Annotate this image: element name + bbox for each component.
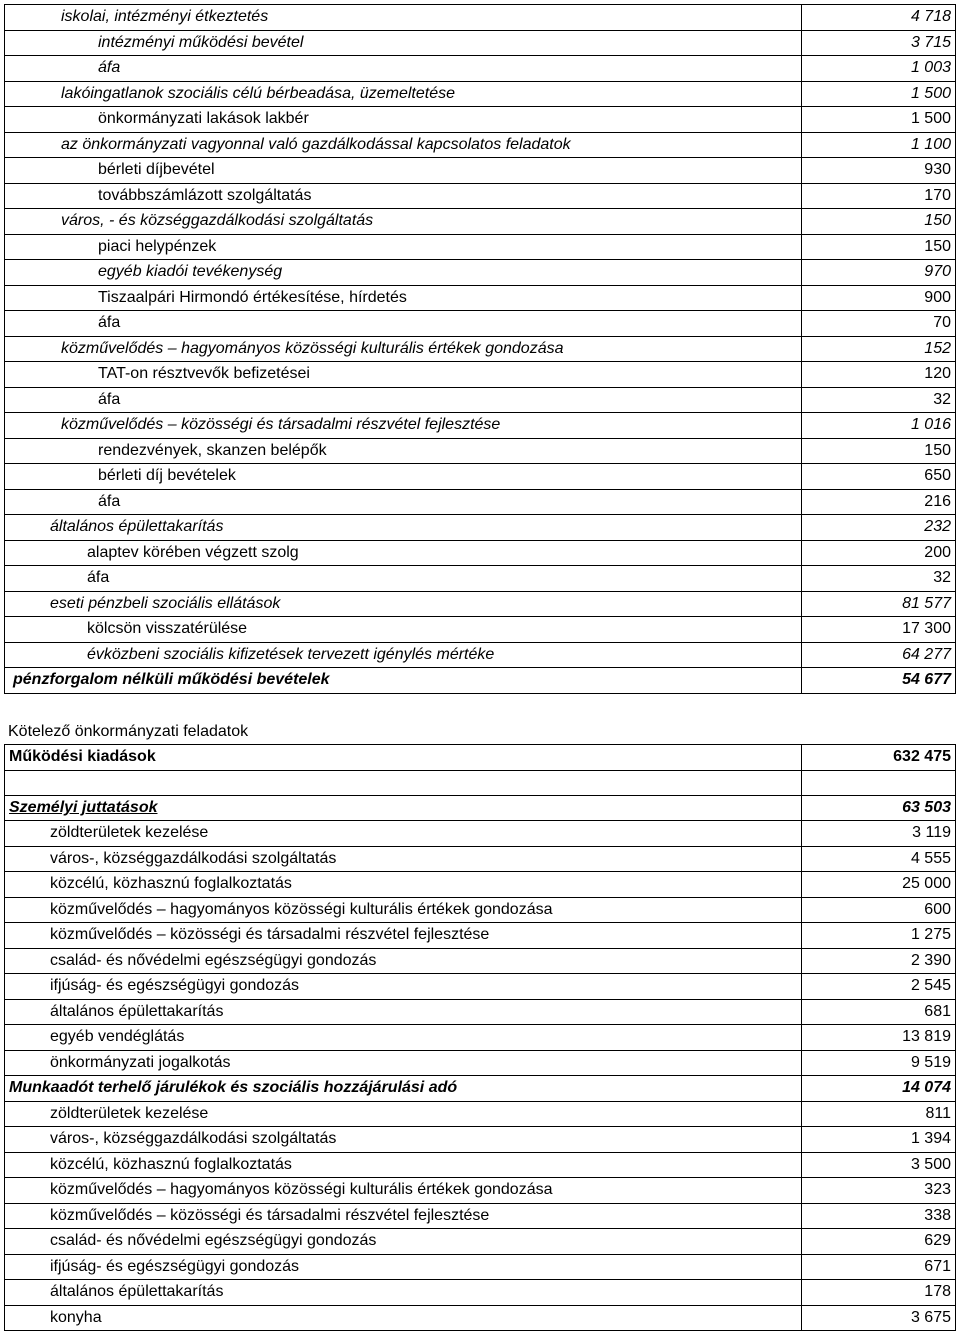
row-label: egyéb kiadói tevékenység [5, 260, 802, 286]
row-label: közművelődés – közösségi és társadalmi részvétel fejlesztése [5, 413, 802, 439]
row-label: alaptev körében végzett szolg [5, 540, 802, 566]
row-value: 200 [802, 540, 956, 566]
table-row [5, 1101, 956, 1127]
row-value: 1 275 [802, 923, 956, 949]
row-label: önkormányzati lakások lakbér [5, 107, 802, 133]
table-row [5, 1203, 956, 1229]
row-label: család- és nővédelmi egészségügyi gondozás [5, 1229, 802, 1255]
row-value: 150 [802, 234, 956, 260]
row-value: 1 500 [802, 81, 956, 107]
table-row [5, 438, 956, 464]
row-value: 64 277 [802, 642, 956, 668]
table-row [5, 1152, 956, 1178]
row-value: 338 [802, 1203, 956, 1229]
row-value: 25 000 [802, 872, 956, 898]
table-row [5, 872, 956, 898]
table-row [5, 974, 956, 1000]
row-label: közművelődés – közösségi és társadalmi részvétel fejlesztése [5, 923, 802, 949]
row-value: 14 074 [802, 1076, 956, 1102]
row-value: 81 577 [802, 591, 956, 617]
table-row [5, 1076, 956, 1102]
table-row [5, 183, 956, 209]
expense-table [4, 744, 956, 1331]
table-row [5, 668, 956, 694]
table-row [5, 387, 956, 413]
row-label: zöldterületek kezelése [5, 1101, 802, 1127]
table-row [5, 260, 956, 286]
row-label: az önkormányzati vagyonnal való gazdálkodással kapcsolatos feladatok [5, 132, 802, 158]
row-value: 32 [802, 387, 956, 413]
table-row [5, 209, 956, 235]
row-value: 811 [802, 1101, 956, 1127]
row-value: 4 555 [802, 846, 956, 872]
expense-header-row [5, 745, 956, 771]
row-value: 1 003 [802, 56, 956, 82]
table-row [5, 30, 956, 56]
row-value: 120 [802, 362, 956, 388]
row-value: 32 [802, 566, 956, 592]
row-label: áfa [5, 56, 802, 82]
row-value: 54 677 [802, 668, 956, 694]
table-row [5, 566, 956, 592]
row-label: áfa [5, 311, 802, 337]
row-label: város-, községgazdálkodási szolgáltatás [5, 846, 802, 872]
row-value [802, 770, 956, 795]
table-row [5, 642, 956, 668]
expense-header-label: Működési kiadások [5, 745, 802, 771]
table-row [5, 1025, 956, 1051]
row-value: 970 [802, 260, 956, 286]
table-row [5, 923, 956, 949]
row-label: általános épülettakarítás [5, 515, 802, 541]
row-label: város, - és községgazdálkodási szolgáltatás [5, 209, 802, 235]
row-value: 930 [802, 158, 956, 184]
row-label: lakóingatlanok szociális célú bérbeadása, üzemeltetése [5, 81, 802, 107]
section-heading: Kötelező önkormányzati feladatok [8, 723, 249, 740]
row-label: közcélú, közhasznú foglalkoztatás [5, 872, 802, 898]
table-row [5, 540, 956, 566]
row-value: 681 [802, 999, 956, 1025]
blank-row [5, 770, 956, 795]
row-value: 63 503 [802, 795, 956, 821]
row-value: 170 [802, 183, 956, 209]
row-value: 9 519 [802, 1050, 956, 1076]
row-value: 3 715 [802, 30, 956, 56]
table-row [5, 591, 956, 617]
row-value: 150 [802, 438, 956, 464]
row-label: iskolai, intézményi étkeztetés [5, 5, 802, 31]
table-row [5, 56, 956, 82]
row-value: 3 119 [802, 821, 956, 847]
row-label: áfa [5, 387, 802, 413]
row-label: kölcsön visszatérülése [5, 617, 802, 643]
row-label: TAT-on résztvevők befizetései [5, 362, 802, 388]
row-value: 900 [802, 285, 956, 311]
table-row [5, 1050, 956, 1076]
row-value: 629 [802, 1229, 956, 1255]
row-label: Tiszaalpári Hirmondó értékesítése, hírdetés [5, 285, 802, 311]
row-label: pénzforgalom nélküli működési bevételek [5, 668, 802, 694]
table-row [5, 1305, 956, 1331]
table-row [5, 234, 956, 260]
table-row [5, 795, 956, 821]
row-label: áfa [5, 566, 802, 592]
row-label: általános épülettakarítás [5, 999, 802, 1025]
table-row [5, 1127, 956, 1153]
row-value: 1 100 [802, 132, 956, 158]
row-value: 1 394 [802, 1127, 956, 1153]
row-value: 150 [802, 209, 956, 235]
table-row [5, 617, 956, 643]
row-value: 2 390 [802, 948, 956, 974]
table-row [5, 158, 956, 184]
row-label: piaci helypénzek [5, 234, 802, 260]
row-value: 650 [802, 464, 956, 490]
table-row [5, 107, 956, 133]
row-label [5, 770, 802, 795]
row-value: 671 [802, 1254, 956, 1280]
row-label: áfa [5, 489, 802, 515]
table-row [5, 336, 956, 362]
row-label: konyha [5, 1305, 802, 1331]
expense-table-body [5, 745, 956, 1331]
row-label: önkormányzati jogalkotás [5, 1050, 802, 1076]
table-row [5, 489, 956, 515]
row-label: ifjúság- és egészségügyi gondozás [5, 1254, 802, 1280]
row-label: város-, községgazdálkodási szolgáltatás [5, 1127, 802, 1153]
expense-header-value: 632 475 [802, 745, 956, 771]
row-value: 1 500 [802, 107, 956, 133]
row-label: közművelődés – hagyományos közösségi kulturális értékek gondozása [5, 897, 802, 923]
row-label: ifjúság- és egészségügyi gondozás [5, 974, 802, 1000]
row-label: közművelődés – hagyományos közösségi kulturális értékek gondozása [5, 336, 802, 362]
row-label: zöldterületek kezelése [5, 821, 802, 847]
row-value: 4 718 [802, 5, 956, 31]
row-label: bérleti díjbevétel [5, 158, 802, 184]
row-value: 178 [802, 1280, 956, 1306]
row-label: bérleti díj bevételek [5, 464, 802, 490]
row-label: eseti pénzbeli szociális ellátások [5, 591, 802, 617]
table-row [5, 81, 956, 107]
row-label: általános épülettakarítás [5, 1280, 802, 1306]
row-label: Személyi juttatások [5, 795, 802, 821]
row-label: közművelődés – hagyományos közösségi kulturális értékek gondozása [5, 1178, 802, 1204]
row-label: család- és nővédelmi egészségügyi gondozás [5, 948, 802, 974]
revenue-table-body [5, 5, 956, 694]
row-label: évközbeni szociális kifizetések tervezett igénylés mértéke [5, 642, 802, 668]
revenue-table [4, 4, 956, 694]
row-label: közművelődés – közösségi és társadalmi részvétel fejlesztése [5, 1203, 802, 1229]
table-row [5, 362, 956, 388]
row-value: 70 [802, 311, 956, 337]
row-value: 3 675 [802, 1305, 956, 1331]
row-value: 600 [802, 897, 956, 923]
table-row [5, 311, 956, 337]
row-label: Munkaadót terhelő járulékok és szociális hozzájárulási adó [5, 1076, 802, 1102]
table-row [5, 897, 956, 923]
row-label: intézményi működési bevétel [5, 30, 802, 56]
table-row [5, 1280, 956, 1306]
row-label: rendezvények, skanzen belépők [5, 438, 802, 464]
table-row [5, 515, 956, 541]
row-value: 232 [802, 515, 956, 541]
row-value: 1 016 [802, 413, 956, 439]
table-row [5, 846, 956, 872]
table-row [5, 285, 956, 311]
table-row [5, 5, 956, 31]
row-value: 152 [802, 336, 956, 362]
row-label: egyéb vendéglátás [5, 1025, 802, 1051]
table-row [5, 821, 956, 847]
row-value: 323 [802, 1178, 956, 1204]
table-row [5, 1178, 956, 1204]
table-row [5, 1229, 956, 1255]
row-label: közcélú, közhasznú foglalkoztatás [5, 1152, 802, 1178]
row-value: 13 819 [802, 1025, 956, 1051]
row-value: 216 [802, 489, 956, 515]
row-value: 2 545 [802, 974, 956, 1000]
table-row [5, 999, 956, 1025]
table-row [5, 413, 956, 439]
row-value: 17 300 [802, 617, 956, 643]
table-row [5, 948, 956, 974]
table-row [5, 132, 956, 158]
row-value: 3 500 [802, 1152, 956, 1178]
table-row [5, 1254, 956, 1280]
table-row [5, 464, 956, 490]
row-label: továbbszámlázott szolgáltatás [5, 183, 802, 209]
